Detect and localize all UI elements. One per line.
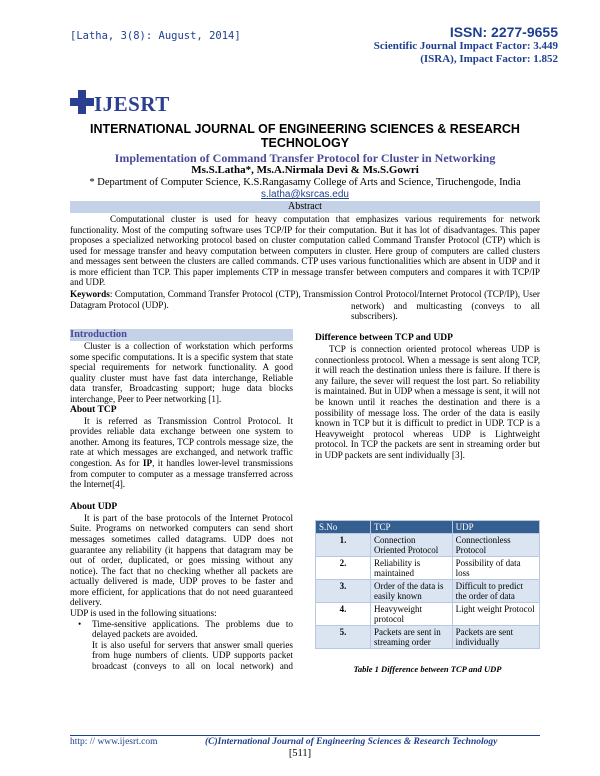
table-header-row <box>316 521 540 534</box>
table-cell: Possibility of data loss <box>452 557 539 580</box>
udp-heading: About UDP <box>70 501 118 512</box>
table-cell: 1. <box>316 534 371 557</box>
table-caption: Table 1 Difference between TCP and UDP <box>353 664 502 674</box>
table-cell: Connection Oriented Protocol <box>371 534 453 557</box>
table-cell: Difficult to predict the order of data <box>452 580 539 603</box>
abstract-text: Computational cluster is used for heavy computation that emphasizes various requirements for network functionality. Most of the computing software uses TCP/IP for their computation. But it has lot of disadvantages. This paper proposes a specialized networking protocol based on cluster computation called Command Transfer Protocol (CTP) which is used for message transfer and heavy computation between computers in cluster. Here group of computers are called clusters and messages sent between the clusters are called commands. CTP uses various functionalities which are absent in UDP and it is more efficient than TCP. This paper implements CTP in message transfer between computers and compares it with TCP/IP and UDP. <box>70 214 540 287</box>
diff-heading: Difference between TCP and UDP <box>315 333 453 343</box>
table-cell: Light weight Protocol <box>452 603 539 626</box>
diff-text: TCP is connection oriented protocol whereas UDP is connectionless protocol. When a message is sent along TCP, it will reach the destination unless there is failure. If there is any failure, the sever will request the lost part. So reliability is maintained. But in UDP when a message is sent, it will not be known until it reaches the destination and there is a possibility of message loss. The order of the data is easily known in TCP but it is difficult to predict in UDP. TCP is a Heavyweight protocol whereas UDP is Lightweight protocol. In TCP the packets are sent in streaming order but in UDP packets are sent individually [3]. <box>315 344 540 460</box>
table-header: UDP <box>452 521 539 534</box>
tcp-heading: About TCP <box>70 404 117 415</box>
table-header: TCP <box>371 521 453 534</box>
table-row <box>316 603 540 626</box>
impact-factor-2: (ISRA), Impact Factor: 1.852 <box>420 53 558 65</box>
logo-text: IJESRT <box>94 92 170 116</box>
list-item: • Time-sensitive applications. The problems due to delayed packets are avoided. <box>92 619 293 640</box>
paper-title: Implementation of Command Transfer Protocol for Cluster in Networking <box>114 151 496 165</box>
tcp-text <box>70 416 293 490</box>
bullet-continuation-text: network) and multicasting (conveys to all subscribers). <box>351 300 540 322</box>
issn-block <box>374 24 558 66</box>
issn: ISSN: 2277-9655 <box>449 24 558 40</box>
udp-used-text: UDP is used in the following situations: <box>70 608 217 619</box>
table-cell: 3. <box>316 580 371 603</box>
udp-bullet-list <box>70 619 293 671</box>
table-cell: 2. <box>316 557 371 580</box>
footer-divider <box>70 735 540 736</box>
keywords-text: : Computation, Command Transfer Protocol (CTP), Transmission Control Protocol/Internet Protocol (TCP/IP), User Datagram Protocol (UDP). <box>70 289 540 310</box>
left-column <box>70 329 293 671</box>
udp-text: It is part of the base protocols of the Internet Protocol Suite. Programs on networked computers can send short messages sometimes called datagrams. UDP does not guarantee any reliability (it happens that datagram may be out of order, duplicated, or goes missing without any notice). The fact that no checking whether all packets are actually delivered is made, UDP proves to be faster and more efficient, for applications that do not need guaranteed delivery. <box>70 512 293 608</box>
comparison-table <box>315 520 540 649</box>
intro-heading: Introduction <box>70 329 293 341</box>
journal-name: INTERNATIONAL JOURNAL OF ENGINEERING SCIENCES & RESEARCH TECHNOLOGY <box>90 122 520 150</box>
table-cell: Reliability is maintained <box>371 557 453 580</box>
plus-icon <box>70 90 94 114</box>
table-cell: Packets are sent individually <box>452 626 539 649</box>
table-cell: 5. <box>316 626 371 649</box>
impact-factor-1: Scientific Journal Impact Factor: 3.449 <box>373 40 558 52</box>
tcp-ip-term: IP <box>142 457 153 468</box>
footer-url-link[interactable]: http: // www.ijesrt.com <box>70 737 158 747</box>
page-number: [511] <box>288 748 312 759</box>
list-item: • It is also useful for servers that answer small queries from huge numbers of clients. UDP supports packet broadcast (conveys to all on local network) and <box>92 640 293 671</box>
keywords-label: Keywords <box>70 289 110 299</box>
bullet-continuation <box>315 300 540 331</box>
table-cell: Connectionless Protocol <box>452 534 539 557</box>
table-row <box>316 626 540 649</box>
table-header: S.No <box>316 521 371 534</box>
abstract-heading: Abstract <box>70 201 540 213</box>
affiliation: * Department of Computer Science, K.S.Rangasamy College of Arts and Science, Tiruchengode, India <box>89 177 521 188</box>
citation-header: [Latha, 3(8): August, 2014] <box>70 30 241 42</box>
table-cell: 4. <box>316 603 371 626</box>
table-cell: Order of the data is easily known <box>371 580 453 603</box>
right-column <box>315 300 540 461</box>
table-row <box>316 534 540 557</box>
table-cell: Packets are sent in streaming order <box>371 626 453 649</box>
table-row <box>316 580 540 603</box>
footer-copyright: (C)International Journal of Engineering Sciences & Research Technology <box>205 737 498 747</box>
email-link[interactable]: s.latha@ksrcas.edu <box>261 189 349 200</box>
intro-text: Cluster is a collection of workstation which performs some specific computations. It is a specific system that state special requirements for network functionality. A good quality cluster must have fast data interchange, Reliable data transfer, Broadcasting support; huge data blocks interchange, Peer to Peer networking [1]. <box>70 341 293 404</box>
tcp-text-part1: It is referred as Transmission Control Protocol. It provides reliable data exchange between one system to another. Among its features, TCP controls message size, the rate at which messages are exchanged, and network traffic congestion. As for <box>70 415 293 468</box>
table-cell: Heavyweight protocol <box>371 603 453 626</box>
table-row <box>316 557 540 580</box>
tcp-text-part2: , it handles lower-level transmissions from computer to computer as a message transferred across the Internet[4]. <box>70 457 293 490</box>
authors: Ms.S.Latha*, Ms.A.Nirmala Devi & Ms.S.Gowri <box>191 164 419 176</box>
